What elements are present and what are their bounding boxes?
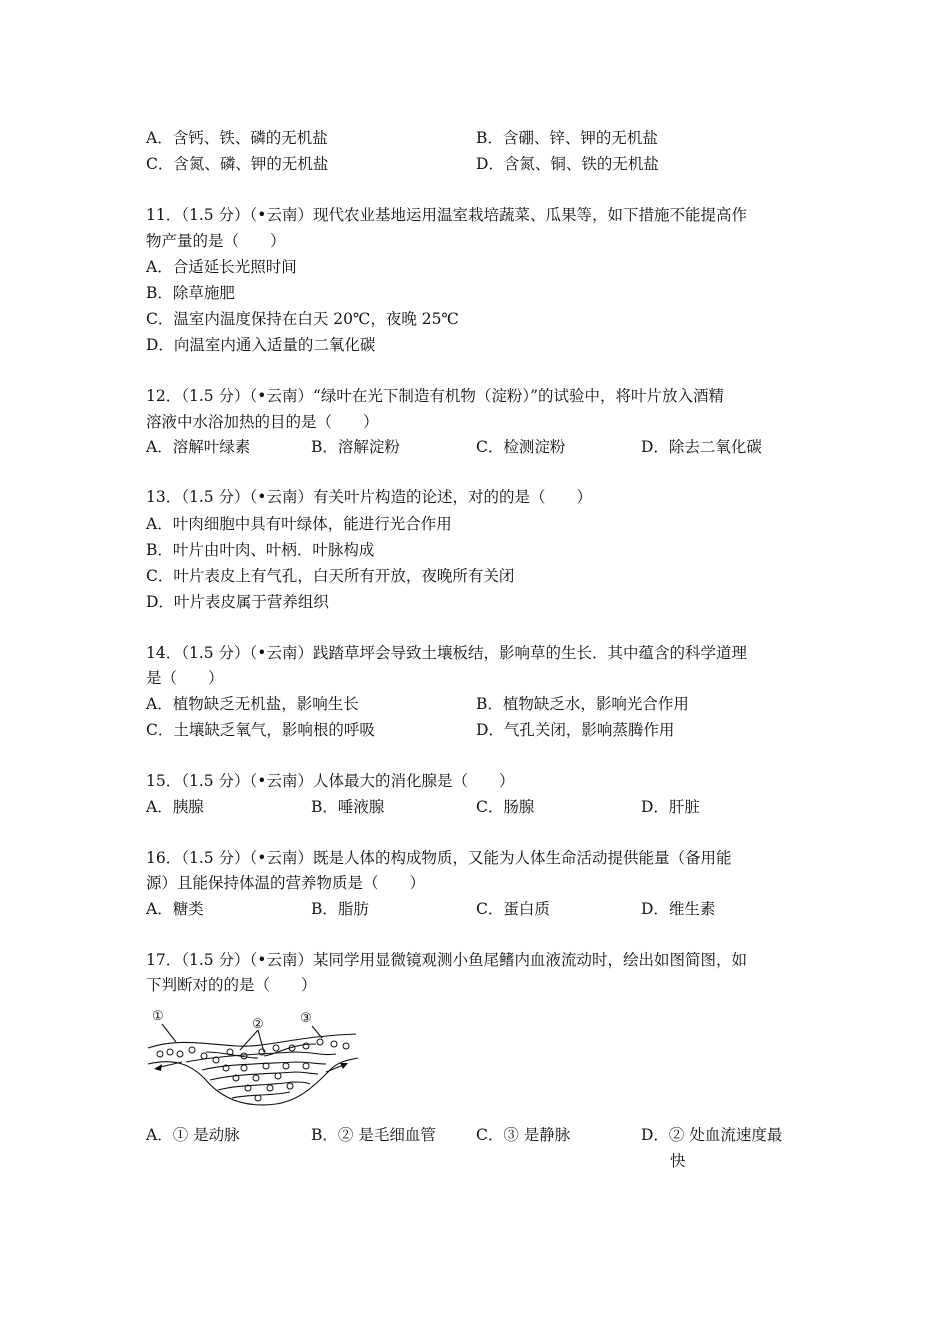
q17-option-d: D．② 处血流速度最 — [641, 1126, 783, 1144]
q17-stem-line2: 下判断对的的是（ ） — [146, 976, 317, 994]
q10-option-b: B．含硼、锌、钾的无机盐 — [476, 129, 658, 147]
q11-stem-line1: 11．（1.5 分）（•云南）现代农业基地运用温室栽培蔬菜、瓜果等，如下措施不能提高作 — [146, 206, 747, 224]
q12-stem-line1: 12．（1.5 分）（•云南）“绿叶在光下制造有机物（淀粉）”的试验中，将叶片放入酒精 — [146, 387, 725, 405]
q17-option-d-continued: 快 — [670, 1152, 686, 1170]
q12-option-d: D．除去二氧化碳 — [641, 438, 762, 456]
q14-option-a: A．植物缺乏无机盐，影响生长 — [146, 695, 359, 713]
q11-stem-line2: 物产量的是（ ） — [146, 232, 286, 250]
q15-option-a: A．胰腺 — [146, 798, 204, 816]
figure-label-1: ① — [152, 1009, 164, 1024]
q14-stem-line1: 14．（1.5 分）（•云南）践踏草坪会导致土壤板结，影响草的生长．其中蕴含的科学道理 — [146, 644, 747, 662]
figure-label-3: ③ — [300, 1011, 312, 1026]
q13-option-d: D．叶片表皮属于营养组织 — [146, 593, 329, 611]
q10-option-d: D．含氮、铜、铁的无机盐 — [476, 155, 659, 173]
q14-option-d: D．气孔关闭，影响蒸腾作用 — [476, 721, 675, 739]
q12-option-a: A．溶解叶绿素 — [146, 438, 251, 456]
q17-option-c: C．③ 是静脉 — [476, 1126, 571, 1144]
q15-option-d: D．肝脏 — [641, 798, 700, 816]
figure-label-2: ② — [252, 1017, 264, 1032]
q16-stem-line2: 源）且能保持体温的营养物质是（ ） — [146, 874, 426, 892]
q10-option-c: C．含氮、磷、钾的无机盐 — [146, 155, 329, 173]
q16-option-c: C．蛋白质 — [476, 900, 550, 918]
q13-option-c: C．叶片表皮上有气孔，白天所有开放，夜晚所有关闭 — [146, 567, 515, 585]
q13-option-a: A．叶肉细胞中具有叶绿体，能进行光合作用 — [146, 515, 452, 533]
q17-option-a: A．① 是动脉 — [146, 1126, 240, 1144]
q15-option-b: B．唾液腺 — [311, 798, 385, 816]
q11-option-b: B．除草施肥 — [146, 284, 235, 302]
q10-option-a: A．含钙、铁、磷的无机盐 — [146, 129, 328, 147]
q15-option-c: C．肠腺 — [476, 798, 535, 816]
fish-tail-blood-flow-figure — [146, 1004, 360, 1116]
q13-option-b: B．叶片由叶肉、叶柄．叶脉构成 — [146, 541, 375, 559]
q14-option-b: B．植物缺乏水，影响光合作用 — [476, 695, 689, 713]
q17-stem-line1: 17．（1.5 分）（•云南）某同学用显微镜观测小鱼尾鳍内血液流动时，绘出如图简图，如 — [146, 951, 747, 969]
q17-option-b: B．② 是毛细血管 — [311, 1126, 436, 1144]
q16-option-b: B．脂肪 — [311, 900, 369, 918]
q16-option-a: A．糖类 — [146, 900, 204, 918]
q11-option-d: D．向温室内通入适量的二氧化碳 — [146, 336, 376, 354]
q11-option-a: A．合适延长光照时间 — [146, 258, 297, 276]
q12-option-c: C．检测淀粉 — [476, 438, 566, 456]
q16-stem-line1: 16．（1.5 分）（•云南）既是人体的构成物质，又能为人体生命活动提供能量（备用能 — [146, 849, 732, 867]
q14-option-c: C．土壤缺乏氧气，影响根的呼吸 — [146, 721, 375, 739]
q11-option-c: C．温室内温度保持在白天 20℃，夜晚 25℃ — [146, 310, 459, 328]
q12-stem-line2: 溶液中水浴加热的目的是（ ） — [146, 413, 379, 431]
q14-stem-line2: 是（ ） — [146, 669, 224, 687]
q12-option-b: B．溶解淀粉 — [311, 438, 400, 456]
q13-stem-line1: 13．（1.5 分）（•云南）有关叶片构造的论述，对的的是（ ） — [146, 488, 592, 506]
q15-stem-line1: 15．（1.5 分）（•云南）人体最大的消化腺是（ ） — [146, 772, 515, 790]
q16-option-d: D．维生素 — [641, 900, 716, 918]
